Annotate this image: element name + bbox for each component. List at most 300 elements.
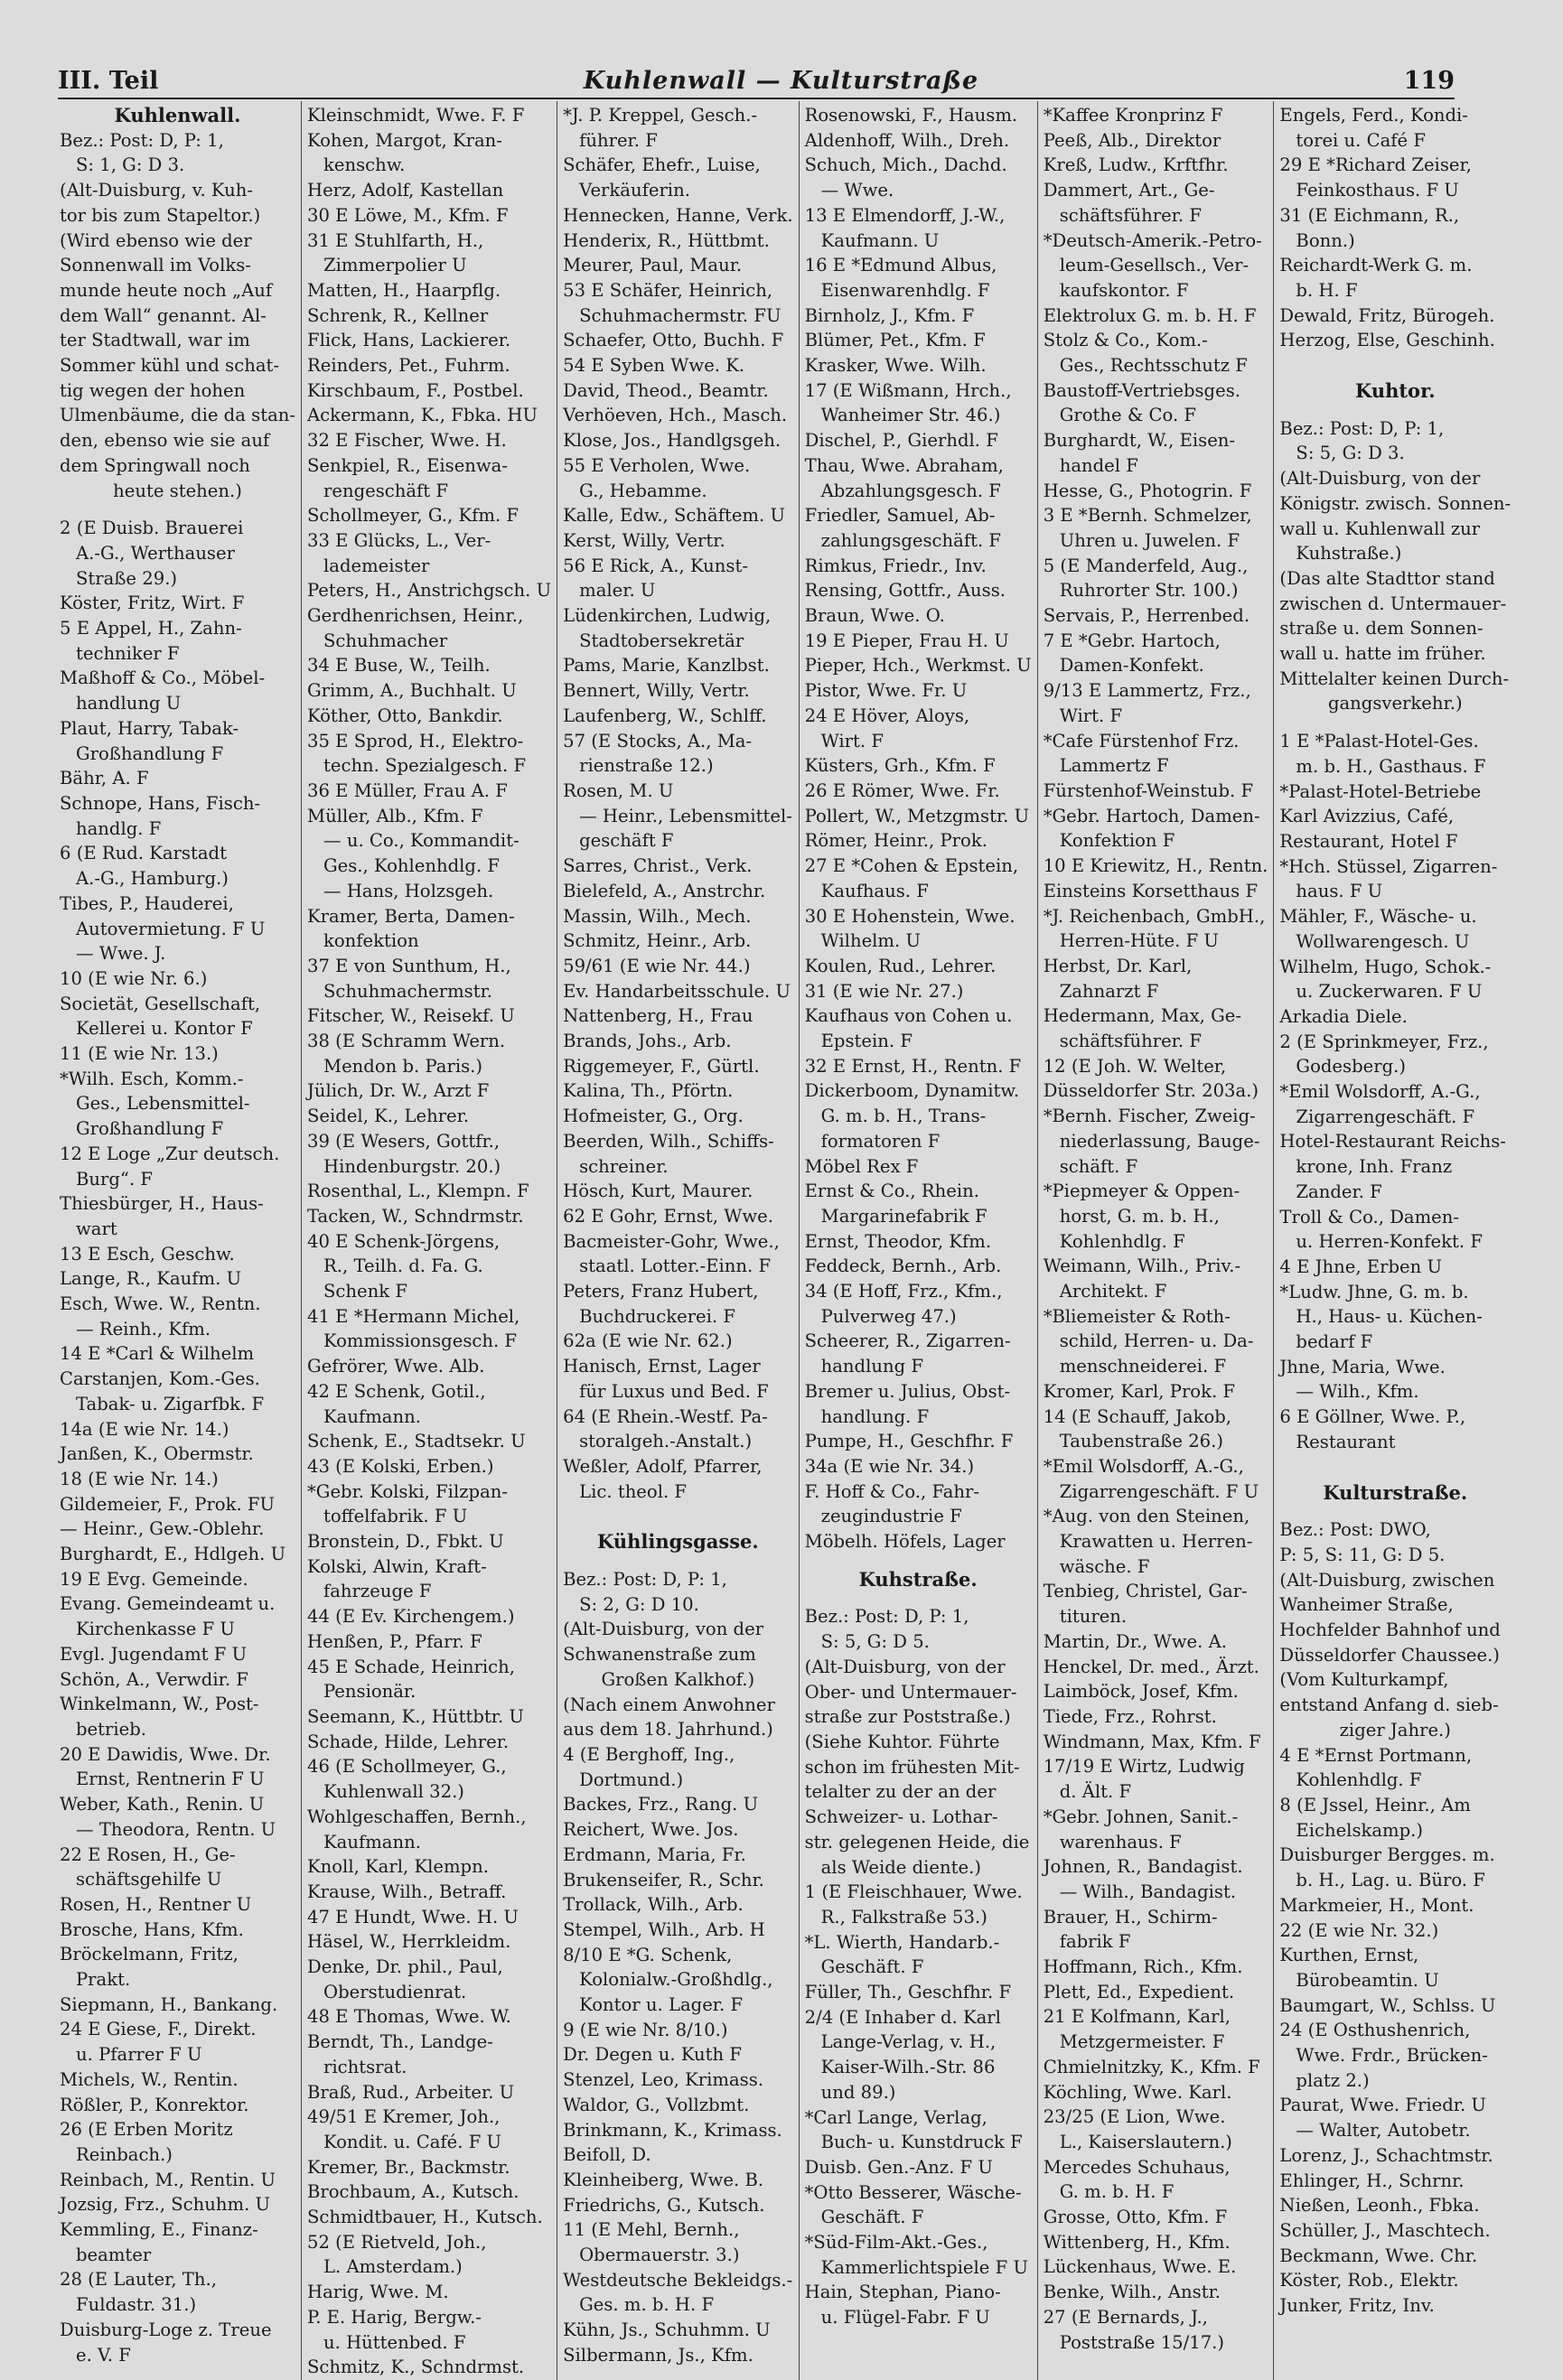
spacer: [1279, 353, 1511, 366]
directory-entry-line: warenhaus. F: [1059, 1831, 1182, 1853]
directory-entry-line: Bremer u. Julius, Obst-: [804, 1380, 1011, 1402]
directory-column-5: [1037, 101, 1274, 2380]
spacer: [563, 1517, 793, 1529]
directory-entry-line: 10 (E wie Nr. 6.): [60, 967, 208, 989]
directory-entry-line: Köster, Fritz, Wirt. F: [60, 593, 245, 614]
directory-entry-line: als Weide diente.): [820, 1856, 981, 1878]
directory-entry-line: Kromer, Karl, Prok. F: [1043, 1380, 1236, 1402]
directory-entry-line: Hindenburgstr. 20.): [323, 1155, 501, 1177]
directory-entry-line: Lange, R., Kaufm. U: [60, 1268, 242, 1290]
directory-entry-line: gangsverkehr.): [1327, 693, 1463, 714]
directory-entry-line: Koulen, Rud., Lehrer.: [804, 955, 997, 976]
directory-entry-line: handlung F: [820, 1356, 923, 1377]
directory-entry-line: Schmidtbauer, H., Kutsch.: [307, 2207, 543, 2228]
directory-entry-line: Hochfelder Bahnhof und: [1279, 1619, 1501, 1641]
directory-entry-line: Wilhelm, Hugo, Schok.-: [1279, 956, 1492, 977]
directory-entry-line: Hotel-Restaurant Reichs-: [1279, 1131, 1506, 1153]
directory-entry-line: Schmitz, K., Schndrmst.: [307, 2357, 525, 2378]
directory-entry-line: 45 E Schade, Heinrich,: [307, 1656, 516, 1677]
directory-entry-line: Kaufmann.: [323, 1405, 421, 1427]
directory-entry-line: Zander. F: [1296, 1181, 1382, 1202]
directory-entry-line: Harig, Wwe. M.: [307, 2282, 449, 2303]
directory-entry-line: 9/13 E Lammertz, Frz.,: [1043, 680, 1251, 702]
directory-entry-line: Reichardt-Werk G. m.: [1279, 255, 1473, 276]
directory-entry-line: aus dem 18. Jahrhund.): [563, 1719, 773, 1741]
directory-entry-line: 17/19 E Wirtz, Ludwig: [1043, 1756, 1245, 1778]
directory-entry-line: Großen Kalkhof.): [601, 1668, 755, 1690]
directory-entry-line: Senkpiel, R., Eisenwa-: [307, 454, 508, 476]
directory-entry-line: *Kaffee Kronprinz F: [1043, 105, 1223, 126]
directory-entry-line: Schwanenstraße zum: [563, 1644, 756, 1666]
directory-entry-line: Dickerboom, Dynamitw.: [804, 1080, 1020, 1102]
directory-entry-line: 26 (E Erben Moritz: [60, 2119, 233, 2141]
directory-entry-line: Bez.: Post: DWO,: [1279, 1519, 1431, 1541]
spacer: [1279, 716, 1511, 729]
directory-entry-line: leum-Gesellsch., Ver-: [1059, 255, 1249, 276]
directory-entry-line: 13 E Esch, Geschw.: [60, 1243, 235, 1265]
directory-entry-line: Kerst, Willy, Vertr.: [563, 529, 725, 551]
directory-entry-line: beamter: [76, 2244, 152, 2265]
directory-entry-line: Beckmann, Wwe. Chr.: [1279, 2245, 1478, 2266]
directory-entry-line: Bez.: Post: D, P: 1,: [804, 1606, 969, 1628]
directory-entry-line: — Heinr., Lebensmittel-: [579, 805, 792, 826]
directory-entry-line: 8 (E Jssel, Heinr., Am: [1279, 1795, 1471, 1815]
directory-entry-line: 57 (E Stocks, A., Ma-: [563, 730, 753, 751]
directory-entry-line: 40 E Schenk-Jörgens,: [307, 1230, 501, 1252]
directory-entry-line: Friedrichs, G., Kutsch.: [563, 2194, 765, 2216]
directory-entry-line: Häsel, W., Herrkleidm.: [307, 1931, 511, 1953]
directory-entry-line: telalter zu der an der: [804, 1781, 997, 1803]
directory-entry-line: und 89.): [820, 2081, 896, 2103]
directory-entry-line: Schaefer, Otto, Buchh. F: [563, 330, 784, 351]
directory-entry-line: (Das alte Stadttor stand: [1279, 567, 1495, 589]
directory-entry-line: Lange-Verlag, v. H.,: [820, 2031, 997, 2053]
directory-entry-line: Meurer, Paul, Maur.: [563, 255, 743, 276]
directory-entry-line: Johnen, R., Bandagist.: [1043, 1856, 1243, 1878]
directory-entry-line: Bröckelmann, Fritz,: [60, 1944, 239, 1965]
directory-entry-line: 62 E Gohr, Ernst, Wwe.: [563, 1205, 773, 1227]
directory-entry-line: *Hch. Stüssel, Zigarren-: [1279, 855, 1498, 877]
directory-entry-line: Godesberg.): [1296, 1056, 1406, 1078]
directory-entry-line: 35 E Sprod, H., Elektro-: [307, 730, 524, 751]
directory-entry-line: Lammertz F: [1059, 755, 1169, 777]
directory-entry-line: P: 5, S: 11, G: D 5.: [1279, 1544, 1446, 1565]
directory-entry-line: Peters, Franz Hubert,: [563, 1281, 759, 1302]
directory-entry-line: kenschw.: [323, 154, 406, 176]
directory-entry-line: A.-G., Werthauser: [76, 542, 235, 564]
directory-column-4: [799, 101, 1037, 2380]
directory-entry-line: b. H. F: [1296, 279, 1358, 301]
directory-entry-line: S: 2, G: D 10.: [579, 1593, 699, 1615]
directory-entry-line: Knoll, Karl, Klempn.: [307, 1856, 489, 1878]
directory-entry-line: Birnholz, J., Kfm. F: [804, 304, 975, 326]
directory-entry-line: Westdeutsche Bekleidgs.-: [563, 2269, 793, 2291]
directory-entry-line: 9 (E wie Nr. 8/10.): [563, 2019, 728, 2040]
spacer: [1279, 1505, 1511, 1517]
directory-entry-line: 41 E *Hermann Michel,: [307, 1305, 520, 1327]
directory-entry-line: Pulverweg 47.): [820, 1305, 957, 1327]
directory-entry-line: heute stehen.): [113, 480, 242, 501]
directory-entry-line: techn. Spezialgesch. F: [323, 755, 527, 777]
directory-entry-line: betrieb.: [76, 1719, 147, 1740]
directory-entry-line: Laufenberg, W., Schlff.: [563, 705, 767, 726]
directory-entry-line: horst, G. m. b. H.,: [1059, 1205, 1220, 1227]
directory-entry-line: Mercedes Schuhaus,: [1043, 2156, 1231, 2178]
directory-entry-line: Denke, Dr. phil., Paul,: [307, 1956, 503, 1978]
directory-entry-line: kaufskontor. F: [1059, 279, 1189, 301]
directory-entry-line: Troll & Co., Damen-: [1279, 1206, 1460, 1227]
directory-entry-line: Dortmund.): [579, 1769, 684, 1790]
directory-entry-line: Schüller, J., Maschtech.: [1279, 2219, 1491, 2241]
directory-entry-line: staatl. Lotter.-Einn. F: [579, 1255, 772, 1277]
directory-entry-line: Benke, Wilh., Anstr.: [1043, 2282, 1221, 2303]
directory-entry-line: 5 (E Manderfeld, Aug.,: [1043, 555, 1249, 576]
directory-entry-line: Braß, Rud., Arbeiter. U: [307, 2081, 515, 2103]
directory-entry-line: schäftsgehilfe U: [76, 1869, 222, 1890]
directory-entry-line: Klose, Jos., Handlgsgeh.: [563, 430, 782, 452]
directory-entry-line: u. Pfarrer F U: [76, 2044, 202, 2066]
directory-entry-line: Grothe & Co. F: [1059, 405, 1196, 426]
directory-entry-line: Kalle, Edw., Schäftem. U: [563, 505, 785, 527]
directory-entry-line: Berndt, Th., Landge-: [307, 2031, 493, 2053]
directory-entry-line: Mendon b. Paris.): [323, 1055, 483, 1077]
directory-entry-line: entstand Anfang d. sieb-: [1279, 1694, 1499, 1716]
directory-entry-line: Kirchenkasse F U: [76, 1619, 235, 1640]
street-heading: Kuhlenwall.: [114, 104, 241, 126]
directory-entry-line: S: 5, G: D 3.: [1296, 443, 1405, 464]
directory-entry-line: Bielefeld, A., Anstrchr.: [563, 880, 766, 901]
directory-entry-line: Laimböck, Josef, Kfm.: [1043, 1681, 1239, 1703]
street-heading: Kulturstraße.: [1323, 1480, 1468, 1504]
directory-entry-line: Ernst, Theodor, Kfm.: [804, 1230, 992, 1252]
directory-entry-line: Schenk F: [323, 1281, 407, 1302]
directory-entry-line: Schön, A., Verwdir. F: [60, 1668, 248, 1690]
directory-entry-line: wäsche. F: [1059, 1555, 1150, 1577]
directory-entry-line: Füller, Th., Geschfhr. F: [804, 1982, 1012, 2003]
directory-entry-line: 2 (E Sprinkmeyer, Frz.,: [1279, 1031, 1489, 1052]
directory-entry-line: Windmann, Max, Kfm. F: [1043, 1731, 1261, 1752]
directory-entry-line: *Aug. von den Steinen,: [1043, 1506, 1250, 1527]
directory-entry-line: S: 1, G: D 3.: [76, 154, 185, 176]
directory-entry-line: lademeister: [323, 555, 430, 576]
directory-entry-line: Nattenberg, H., Frau: [563, 1005, 753, 1027]
directory-entry-line: *Emil Wolsdorff, A.-G.,: [1279, 1081, 1481, 1103]
directory-entry-line: Zahnarzt F: [1059, 980, 1159, 1002]
directory-entry-line: Feddeck, Bernh., Arb.: [804, 1255, 1002, 1277]
directory-entry-line: 12 E Loge „Zur deutsch.: [60, 1143, 280, 1164]
directory-entry-line: schon im frühesten Mit-: [804, 1756, 1020, 1778]
directory-entry-line: Seidel, K., Lehrer.: [307, 1106, 470, 1127]
directory-entry-line: Zigarrengeschäft. F: [1296, 1106, 1475, 1127]
directory-entry-line: Burg“. F: [76, 1168, 153, 1190]
directory-entry-line: Friedler, Samuel, Ab-: [804, 505, 996, 527]
directory-entry-line: Abzahlungsgesch. F: [820, 480, 1001, 501]
directory-entry-line: Feinkosthaus. F U: [1296, 180, 1459, 201]
directory-entry-line: Sarres, Christ., Verk.: [563, 855, 753, 877]
directory-entry-line: Bähr, A. F: [60, 768, 149, 789]
directory-entry-line: Hennecken, Hanne, Verk.: [563, 204, 793, 226]
directory-entry-line: Dammert, Art., Ge-: [1043, 180, 1215, 201]
directory-entry-line: Blümer, Pet., Kfm. F: [804, 330, 986, 351]
directory-entry-line: handlung U: [76, 693, 182, 714]
directory-entry-line: handel F: [1059, 454, 1138, 476]
directory-entry-line: tig wegen der hohen: [60, 379, 246, 401]
directory-entry-line: 32 E Ernst, H., Rentn. F: [804, 1055, 1022, 1077]
directory-entry-line: haus. F U: [1296, 881, 1383, 902]
directory-entry-line: Köther, Otto, Bankdir.: [307, 705, 503, 726]
directory-columns: [58, 101, 1512, 2378]
directory-entry-line: storalgeh.-Anstalt.): [579, 1431, 753, 1452]
directory-entry-line: Wwe. Frdr., Brücken-: [1296, 2045, 1488, 2067]
directory-entry-line: Bürobeamtin. U: [1296, 1969, 1439, 1991]
directory-entry-line: toffelfabrik. F U: [323, 1506, 468, 1527]
directory-entry-line: Ges. m. b. H. F: [579, 2294, 715, 2316]
directory-entry-line: Wittenberg, H., Kfm.: [1043, 2231, 1231, 2253]
directory-entry-line: Plett, Ed., Expedient.: [1043, 1981, 1235, 2002]
directory-entry-line: *Deutsch-Amerik.-Petro-: [1043, 229, 1262, 251]
directory-entry-line: *Ludw. Jhne, G. m. b.: [1279, 1281, 1469, 1302]
directory-entry-line: Trollack, Wilh., Arb.: [563, 1894, 744, 1916]
directory-entry-line: 33 E Glücks, L., Ver-: [307, 529, 491, 551]
directory-entry-line: den, ebenso wie sie auf: [60, 430, 270, 452]
directory-entry-line: Kremer, Br., Backmstr.: [307, 2156, 510, 2178]
directory-entry-line: Dischel, P., Gierhdl. F: [804, 430, 998, 452]
directory-entry-line: Kreß, Ludw., Krftfhr.: [1043, 154, 1229, 176]
directory-entry-line: schäftsführer. F: [1059, 1031, 1202, 1052]
directory-entry-line: F. Hoff & Co., Fahr-: [804, 1480, 980, 1502]
directory-entry-line: Möbel Rex F: [804, 1155, 919, 1177]
directory-entry-line: Großhandlung F: [76, 742, 224, 764]
directory-entry-line: Geschäft. F: [820, 1956, 924, 1978]
directory-entry-line: Scheerer, R., Zigarren-: [804, 1330, 1011, 1352]
directory-entry-line: Seemann, K., Hüttbtr. U: [307, 1706, 524, 1727]
directory-entry-line: Stenzel, Leo, Krimass.: [563, 2069, 763, 2091]
directory-entry-line: straße zur Poststraße.): [804, 1706, 1011, 1728]
directory-entry-line: *Gebr. Kolski, Filzpan-: [307, 1480, 508, 1502]
directory-entry-line: Weimann, Wilh., Priv.-: [1043, 1255, 1241, 1277]
directory-entry-line: (Alt-Duisburg, von der: [563, 1619, 764, 1640]
directory-entry-line: 64 (E Rhein.-Westf. Pa-: [563, 1405, 768, 1427]
directory-entry-line: Kaufhaus von Cohen u.: [804, 1005, 1013, 1027]
part-label: III. Teil: [58, 66, 159, 95]
directory-entry-line: 56 E Rick, A., Kunst-: [563, 555, 748, 576]
directory-entry-line: 22 (E wie Nr. 32.): [1279, 1919, 1439, 1941]
directory-entry-line: Köster, Rob., Elektr.: [1279, 2270, 1459, 2291]
spacer: [1279, 1455, 1511, 1468]
directory-entry-line: 13 E Elmendorff, J.-W.,: [804, 204, 1006, 226]
directory-entry-line: Krasker, Wwe. Wilh.: [804, 355, 987, 377]
directory-entry-line: (Siehe Kuhtor. Führte: [804, 1731, 1000, 1752]
directory-entry-line: Hedermann, Max, Ge-: [1043, 1005, 1241, 1027]
directory-entry-line: Kolonialw.-Großhdlg.,: [579, 1969, 773, 1991]
directory-entry-line: schäft. F: [1059, 1155, 1138, 1177]
directory-entry-line: *Palast-Hotel-Betriebe: [1279, 780, 1482, 802]
directory-entry-line: torei u. Café F: [1296, 129, 1426, 151]
directory-entry-line: bedarf F: [1296, 1331, 1373, 1353]
directory-entry-line: 39 (E Wesers, Gottfr.,: [307, 1130, 501, 1152]
directory-entry-line: Buch- u. Kunstdruck F: [820, 2132, 1023, 2153]
directory-entry-line: Wanheimer Str. 46.): [820, 405, 1001, 426]
directory-entry-line: zahlungsgeschäft. F: [820, 529, 1001, 551]
directory-entry-line: Rosenthal, L., Klempn. F: [307, 1181, 529, 1202]
page-title: Kuhlenwall — Kulturstraße: [583, 66, 979, 95]
directory-entry-line: Herz, Adolf, Kastellan: [307, 180, 504, 201]
directory-entry-line: — Walter, Autobetr.: [1296, 2120, 1471, 2142]
directory-entry-line: m. b. H., Gasthaus. F: [1296, 755, 1486, 777]
directory-entry-line: S: 5, G: D 5.: [820, 1631, 930, 1653]
directory-entry-line: geschäft F: [579, 830, 674, 852]
directory-entry-line: Wanheimer Straße,: [1279, 1594, 1454, 1616]
directory-entry-line: Schuhmachermstr. FU: [579, 304, 782, 326]
directory-entry-line: Müller, Alb., Kfm. F: [307, 805, 483, 826]
directory-entry-line: Burghardt, W., Eisen-: [1043, 430, 1236, 452]
directory-entry-line: Wohlgeschaffen, Bernh.,: [307, 1806, 527, 1827]
directory-entry-line: Sommer kühl und schat-: [60, 355, 280, 377]
directory-entry-line: Krause, Wilh., Betraff.: [307, 1881, 507, 1902]
directory-entry-line: 30 E Löwe, M., Kfm. F: [307, 204, 509, 226]
directory-entry-line: 11 (E wie Nr. 13.): [60, 1043, 219, 1065]
directory-entry-line: 24 E Giese, F., Direkt.: [60, 2019, 257, 2040]
directory-entry-line: Massin, Wilh., Mech.: [563, 905, 752, 927]
directory-entry-line: Herbst, Dr. Karl,: [1043, 955, 1193, 976]
directory-entry-line: *J. Reichenbach, GmbH.,: [1043, 905, 1266, 927]
directory-entry-line: Pieper, Hch., Werkmst. U: [804, 655, 1032, 677]
directory-entry-line: — Wilh., Kfm.: [1296, 1381, 1419, 1403]
directory-entry-line: G. m. b. H. F: [1059, 2181, 1175, 2203]
directory-entry-line: Ehlinger, H., Schrnr.: [1279, 2170, 1465, 2191]
directory-entry-line: Pensionär.: [323, 1681, 416, 1703]
directory-entry-line: Rößler, P., Konrektor.: [60, 2094, 249, 2115]
directory-entry-line: Tiede, Frz., Rohrst.: [1043, 1706, 1217, 1727]
directory-entry-line: — Heinr., Gew.-Oblehr.: [60, 1518, 265, 1540]
directory-entry-line: 59/61 (E wie Nr. 44.): [563, 955, 751, 976]
directory-entry-line: 16 E *Edmund Albus,: [804, 255, 997, 276]
directory-entry-line: Weber, Kath., Renin. U: [60, 1794, 265, 1815]
directory-entry-line: 6 (E Rud. Karstadt: [60, 843, 227, 864]
directory-entry-line: e. V. F: [76, 2344, 131, 2366]
directory-entry-line: 3 E *Bernh. Schmelzer,: [1043, 505, 1252, 527]
directory-entry-line: Arkadia Diele.: [1279, 1005, 1408, 1027]
directory-entry-line: L. Amsterdam.): [323, 2256, 463, 2278]
directory-entry-line: für Luxus und Bed. F: [579, 1380, 769, 1402]
directory-entry-line: Bennert, Willy, Vertr.: [563, 680, 750, 702]
directory-entry-line: Markmeier, H., Mont.: [1279, 1894, 1474, 1916]
street-heading: Kuhstraße.: [858, 1567, 978, 1591]
directory-entry-line: Janßen, K., Obermstr.: [60, 1443, 254, 1465]
spacer: [1279, 404, 1511, 416]
directory-entry-line: Pollert, W., Metzgmstr. U: [804, 805, 1030, 826]
directory-entry-line: Kohlenhdlg. F: [1296, 1769, 1422, 1791]
directory-entry-line: Zimmerpolier U: [323, 255, 467, 276]
directory-entry-line: Schuch, Mich., Dachd.: [804, 154, 1007, 176]
directory-entry-line: *Gebr. Johnen, Sanit.-: [1043, 1806, 1239, 1827]
directory-entry-line: Brukenseifer, R., Schr.: [563, 1869, 764, 1890]
directory-entry-line: 31 (E Eichmann, R.,: [1279, 204, 1460, 226]
directory-entry-line: platz 2.): [1296, 2069, 1370, 2091]
directory-entry-line: schäftsführer. F: [1059, 204, 1202, 226]
directory-entry-line: Peters, H., Anstrichgsch. U: [307, 580, 552, 602]
directory-entry-line: 34a (E wie Nr. 34.): [804, 1455, 975, 1477]
directory-entry-line: H., Haus- u. Küchen-: [1296, 1306, 1483, 1328]
directory-entry-line: Oberstudienrat.: [323, 1981, 467, 2002]
directory-entry-line: 1 (E Fleischhauer, Wwe.: [804, 1881, 1023, 1903]
directory-entry-line: dem Springwall noch: [60, 454, 250, 476]
directory-entry-line: zeugindustrie F: [820, 1506, 962, 1527]
directory-entry-line: R., Teilh. d. Fa. G.: [323, 1255, 483, 1277]
directory-entry-line: Epstein. F: [820, 1031, 913, 1052]
directory-entry-line: Pistor, Wwe. Fr. U: [804, 680, 968, 702]
directory-entry-line: straße u. dem Sonnen-: [1279, 618, 1483, 639]
directory-entry-line: Obermauerstr. 3.): [579, 2245, 740, 2266]
directory-entry-line: Nießen, Leonh., Fbka.: [1279, 2195, 1480, 2217]
directory-entry-line: Taubenstraße 26.): [1059, 1431, 1224, 1452]
directory-entry-line: handlung. F: [820, 1405, 930, 1427]
directory-entry-line: Römer, Heinr., Prok.: [804, 830, 987, 852]
directory-entry-line: Poststraße 15/17.): [1059, 2331, 1225, 2353]
directory-entry-line: Thiesbürger, H., Haus-: [60, 1193, 264, 1215]
directory-entry-line: Rensing, Gottfr., Auss.: [804, 580, 1006, 602]
directory-entry-line: 11 (E Mehl, Bernh.,: [563, 2219, 740, 2241]
directory-entry-line: Bonn.): [1296, 229, 1355, 251]
directory-entry-line: Kleinheiberg, Wwe. B.: [563, 2169, 764, 2190]
directory-entry-line: Carstanjen, Kom.-Ges.: [60, 1368, 260, 1390]
directory-entry-line: Küsters, Grh., Kfm. F: [804, 755, 996, 777]
directory-entry-line: Rosen, M. U: [563, 779, 674, 801]
directory-entry-line: 24 (E Osthushenrich,: [1279, 2020, 1471, 2041]
directory-entry-line: Brosche, Hans, Kfm.: [60, 1918, 244, 1940]
directory-entry-line: Kaufmann. U: [820, 229, 940, 251]
directory-entry-line: 4 (E Berghoff, Ing.,: [563, 1744, 735, 1765]
directory-entry-line: Reinders, Pet., Fuhrm.: [307, 355, 510, 377]
directory-entry-line: Schäfer, Ehefr., Luise,: [563, 154, 761, 176]
directory-entry-line: Wirt. F: [820, 730, 884, 751]
directory-entry-line: Burghardt, E., Hdlgeh. U: [60, 1544, 286, 1565]
directory-entry-line: Hösch, Kurt, Maurer.: [563, 1181, 753, 1202]
directory-entry-line: Düsseldorfer Chaussee.): [1279, 1644, 1500, 1666]
directory-entry-line: 1 E *Palast-Hotel-Ges.: [1279, 731, 1479, 752]
directory-entry-line: Schrenk, R., Kellner: [307, 304, 489, 326]
directory-entry-line: Esch, Wwe. W., Rentn.: [60, 1293, 261, 1315]
header-rule: [58, 98, 1455, 99]
directory-entry-line: Karl Avizzius, Café,: [1279, 806, 1455, 827]
directory-entry-line: d. Ält. F: [1059, 1781, 1132, 1803]
directory-entry-line: (Wird ebenso wie der: [60, 229, 252, 251]
directory-entry-line: 32 E Fischer, Wwe. H.: [307, 430, 507, 452]
directory-entry-line: — Hans, Holzsgeh.: [323, 880, 494, 901]
directory-entry-line: — Wwe.: [820, 180, 894, 201]
directory-entry-line: Hanisch, Ernst, Lager: [563, 1356, 761, 1377]
directory-entry-line: 54 E Syben Wwe. K.: [563, 355, 745, 377]
directory-entry-line: Gerdhenrichsen, Heinr.,: [307, 605, 524, 627]
directory-entry-line: richtsrat.: [323, 2056, 407, 2077]
directory-entry-line: 14 (E Schauff, Jakob,: [1043, 1405, 1232, 1427]
directory-entry-line: *Wilh. Esch, Komm.-: [60, 1068, 244, 1089]
directory-entry-line: (Vom Kulturkampf,: [1279, 1669, 1449, 1691]
directory-entry-line: Metzgermeister. F: [1059, 2031, 1225, 2053]
directory-entry-line: Silbermann, Js., Kfm.: [563, 2344, 753, 2366]
directory-entry-line: Kohen, Margot, Kran-: [307, 129, 502, 151]
directory-entry-line: 38 (E Schramm Wern.: [307, 1031, 506, 1052]
directory-entry-line: Reichert, Wwe. Jos.: [563, 1819, 739, 1841]
directory-entry-line: Krawatten u. Herren-: [1059, 1531, 1253, 1553]
directory-entry-line: Schmitz, Heinr., Arb.: [563, 930, 752, 952]
directory-entry-line: 5 E Appel, H., Zahn-: [60, 618, 242, 639]
directory-entry-line: Duisb. Gen.-Anz. F U: [804, 2156, 993, 2178]
directory-entry-line: Brands, Johs., Arb.: [563, 1031, 732, 1052]
directory-entry-line: Ober- und Untermauer-: [804, 1681, 1017, 1703]
directory-entry-line: 19 E Pieper, Frau H. U: [804, 630, 1009, 651]
directory-entry-line: Kellerei u. Kontor F: [76, 1018, 253, 1040]
